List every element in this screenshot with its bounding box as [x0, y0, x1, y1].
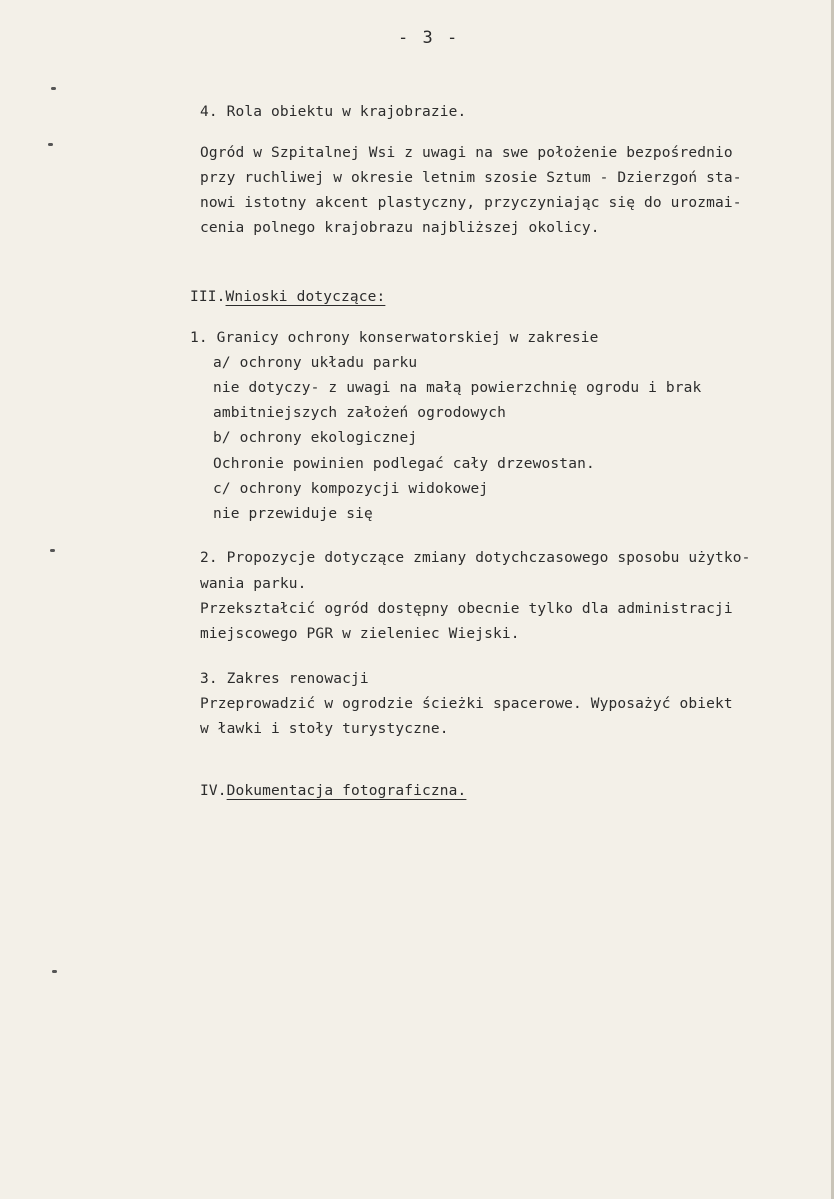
conclusion-line: 1. Granicy ochrony konserwatorskiej w zakresie	[190, 330, 599, 346]
section-3-title: Wnioski dotyczące:	[225, 289, 386, 305]
conclusion-line: Przekształcić ogród dostępny obecnie tylko dla administracji	[200, 601, 733, 617]
section-4-heading: 4. Rola obiektu w krajobrazie.	[200, 104, 467, 120]
conclusion-line: Przeprowadzić w ogrodzie ścieżki spacerowe. Wyposażyć obiekt	[200, 696, 733, 712]
section-4-line: nowi istotny akcent plastyczny, przyczyniając się do urozmai-	[200, 195, 742, 211]
conclusion-line: nie przewiduje się	[213, 506, 373, 522]
section-3-number: III.	[190, 289, 226, 305]
section-iv-title: Dokumentacja fotograficzna.	[226, 783, 467, 799]
conclusion-line: c/ ochrony kompozycji widokowej	[213, 481, 489, 497]
margin-mark	[52, 970, 57, 973]
conclusion-line: Ochronie powinien podlegać cały drzewostan.	[213, 456, 595, 472]
conclusion-line: miejscowego PGR w zieleniec Wiejski.	[200, 626, 520, 642]
section-3-heading	[190, 289, 385, 305]
margin-mark	[51, 87, 56, 90]
section-iv-number: IV.	[200, 783, 227, 799]
conclusion-line: 2. Propozycje dotyczące zmiany dotychczasowego sposobu użytko-	[200, 550, 751, 566]
conclusion-line: ambitniejszych założeń ogrodowych	[213, 405, 507, 421]
page-number: - 3 -	[398, 28, 460, 48]
conclusion-line: nie dotyczy- z uwagi na małą powierzchnię ogrodu i brak	[213, 380, 702, 396]
section-4-line: Ogród w Szpitalnej Wsi z uwagi na swe położenie bezpośrednio	[200, 145, 733, 161]
section-4-line: cenia polnego krajobrazu najbliższej okolicy.	[200, 220, 600, 236]
conclusion-line: b/ ochrony ekologicznej	[213, 430, 418, 446]
section-4-line: przy ruchliwej w okresie letnim szosie Sztum - Dzierzgoń sta-	[200, 170, 742, 186]
conclusion-line: a/ ochrony układu parku	[213, 355, 418, 371]
section-iv-heading	[200, 783, 466, 799]
conclusion-line: w ławki i stoły turystyczne.	[200, 721, 449, 737]
conclusion-line: wania parku.	[200, 576, 307, 592]
conclusion-line: 3. Zakres renowacji	[200, 671, 369, 687]
margin-mark	[48, 143, 53, 146]
margin-mark	[50, 549, 55, 552]
